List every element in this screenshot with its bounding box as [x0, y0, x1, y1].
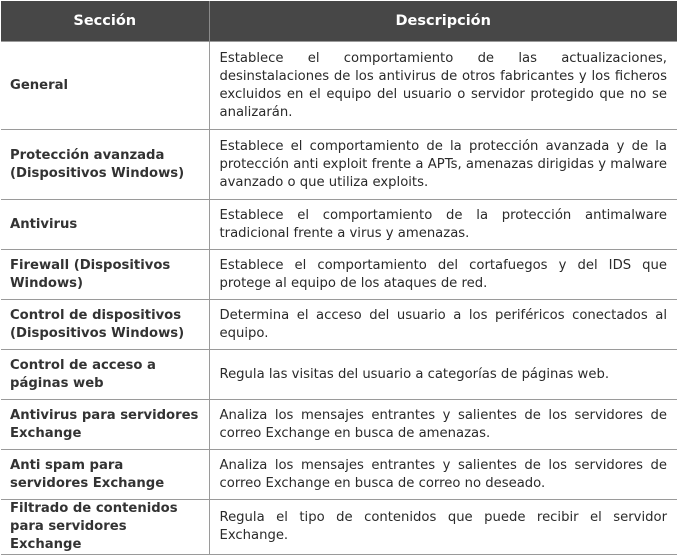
table-body	[1, 42, 677, 555]
table-header	[1, 1, 677, 42]
description-cell: Analiza los mensajes entrantes y salientes de los servidores de correo Exchange en busca de correo no deseado.	[209, 450, 677, 500]
header-description: Descripción	[209, 1, 677, 42]
table-row	[1, 300, 677, 350]
description-cell: Analiza los mensajes entrantes y salientes de los servidores de correo Exchange en busca de amenazas.	[209, 400, 677, 450]
description-cell: Establece el comportamiento de las actualizaciones, desinstalaciones de los antivirus de otros fabricantes y los ficheros excluidos en el equipo del usuario o servidor protegido que no se analizarán.	[209, 42, 677, 130]
table-row	[1, 400, 677, 450]
description-cell: Determina el acceso del usuario a los periféricos conectados al equipo.	[209, 300, 677, 350]
table-row	[1, 200, 677, 250]
policy-sections-table-container	[1, 1, 677, 555]
description-cell: Establece el comportamiento del cortafuegos y del IDS que protege al equipo de los ataques de red.	[209, 250, 677, 300]
table-row	[1, 250, 677, 300]
description-cell: Regula el tipo de contenidos que puede recibir el servidor Exchange.	[209, 500, 677, 555]
description-cell: Establece el comportamiento de la protección avanzada y de la protección anti exploit frente a APTs, amenazas dirigidas y malware avanzado o que utiliza exploits.	[209, 130, 677, 200]
header-section: Sección	[1, 1, 209, 42]
section-cell: Anti spam para servidores Exchange	[1, 450, 209, 500]
table-row	[1, 350, 677, 400]
description-cell: Regula las visitas del usuario a categorías de páginas web.	[209, 350, 677, 400]
header-row	[1, 1, 677, 42]
section-cell: General	[1, 42, 209, 130]
table-row	[1, 500, 677, 555]
section-cell: Filtrado de contenidos para servidores Exchange	[1, 500, 209, 555]
section-cell: Control de acceso a páginas web	[1, 350, 209, 400]
table-row	[1, 450, 677, 500]
description-cell: Establece el comportamiento de la protección antimalware tradicional frente a virus y amenazas.	[209, 200, 677, 250]
policy-sections-table	[1, 1, 677, 555]
section-cell: Protección avanzada (Dispositivos Windows)	[1, 130, 209, 200]
section-cell: Firewall (Dispositivos Windows)	[1, 250, 209, 300]
section-cell: Antivirus para servidores Exchange	[1, 400, 209, 450]
table-row	[1, 42, 677, 130]
section-cell: Antivirus	[1, 200, 209, 250]
section-cell: Control de dispositivos (Dispositivos Windows)	[1, 300, 209, 350]
table-row	[1, 130, 677, 200]
